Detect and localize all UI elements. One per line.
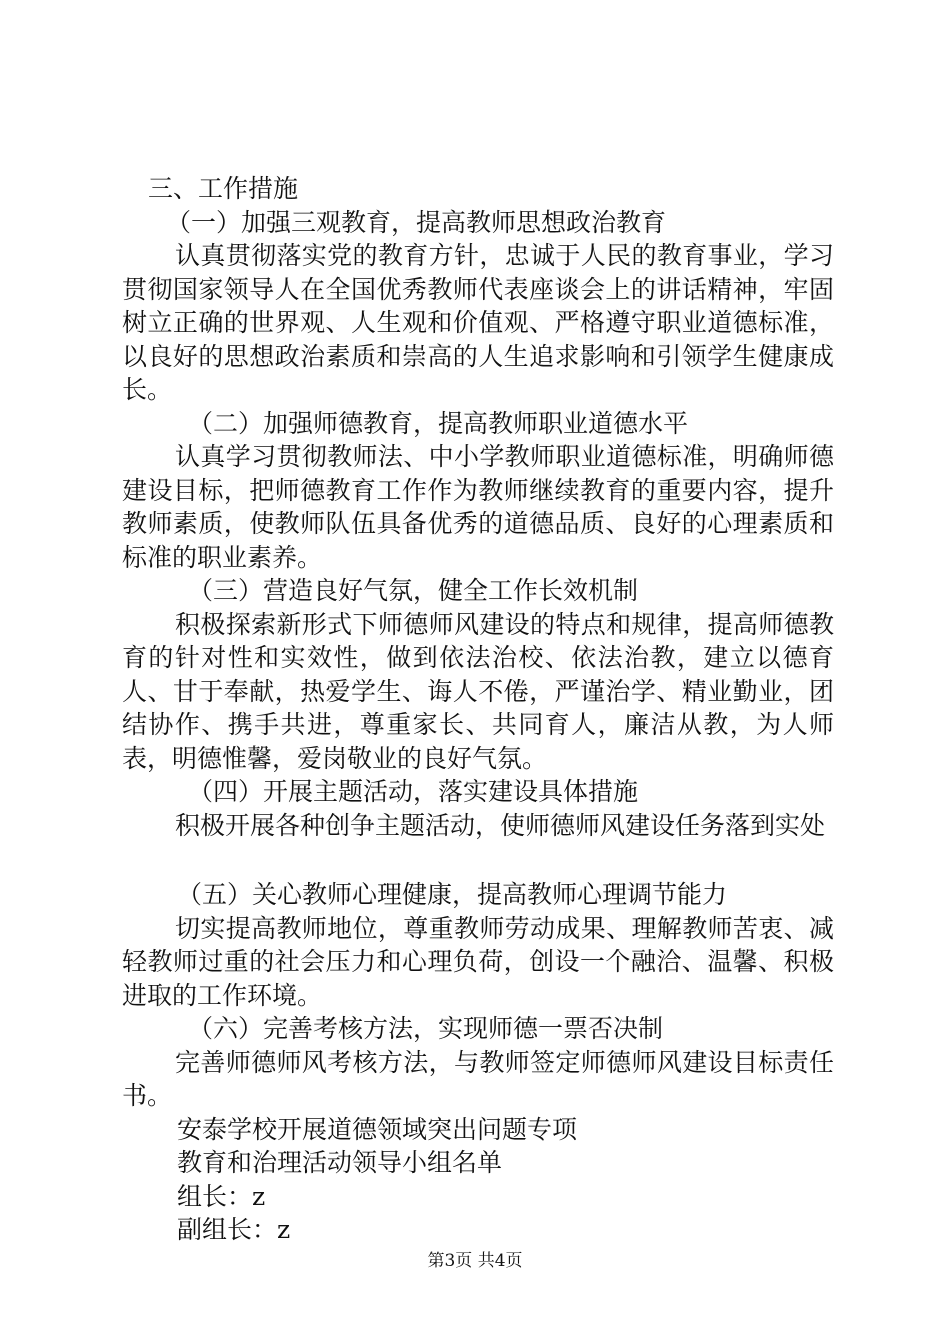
- item-5-paragraph: 切实提高教师地位，尊重教师劳动成果、理解教师苦衷、减轻教师过重的社会压力和心理负荷，创设一个融洽、温馨、积极进取的工作环境。: [122, 913, 834, 1010]
- document-body: [122, 172, 834, 1247]
- leader-line: 组长：z: [177, 1181, 266, 1211]
- item-1-heading: （一）加强三观教育，提高教师思想政治教育: [166, 207, 667, 237]
- item-3-heading: （三）营造良好气氛，健全工作长效机制: [188, 576, 639, 605]
- item-2-heading: （二）加强师德教育，提高教师职业道德水平: [188, 408, 689, 438]
- item-1-paragraph: 认真贯彻落实党的教育方针，忠诚于人民的教育事业，学习贯彻国家领导人在全国优秀教师代表座谈会上的讲话精神，牢固树立正确的世界观、人生观和价值观、严格遵守职业道德标准，以良好的思想政治素质和崇高的人生追求影响和引领学生健康成长。: [122, 241, 834, 404]
- item-4-heading: （四）开展主题活动，落实建设具体措施: [188, 777, 639, 806]
- page-footer: 第3页 共4页: [427, 1251, 523, 1271]
- item-4-paragraph: 积极开展各种创争主题活动，使师德师风建设任务落到实处: [175, 810, 826, 840]
- group-title-line-1: 安泰学校开展道德领域突出问题专项: [177, 1114, 578, 1144]
- item-5-heading: （五）关心教师心理健康，提高教师心理调节能力: [177, 880, 728, 909]
- deputy-leader-line: 副组长：z: [177, 1215, 291, 1244]
- item-2-paragraph: 认真学习贯彻教师法、中小学教师职业道德标准，明确师德建设目标，把师德教育工作作为教师继续教育的重要内容，提升教师素质，使教师队伍具备优秀的道德品质、良好的心理素质和标准的职业素养。: [122, 442, 834, 572]
- item-6-paragraph: 完善师德师风考核方法，与教师签定师德师风建设目标责任书。: [122, 1047, 834, 1110]
- item-6-heading: （六）完善考核方法，实现师德一票否决制: [188, 1014, 664, 1043]
- section-heading: 三、工作措施: [148, 174, 299, 203]
- blank-gap: [122, 842, 834, 878]
- item-3-paragraph: 积极探索新形式下师德师风建设的特点和规律，提高师德教育的针对性和实效性，做到依法治校、依法治教，建立以德育人、甘于奉献，热爱学生、诲人不倦，严谨治学、精业勤业，团结协作、携手共进，尊重家长、共同育人，廉洁从教，为人师表，明德惟馨，爱岗敬业的良好气氛。: [122, 609, 834, 773]
- group-title-line-2: 教育和治理活动领导小组名单: [177, 1148, 503, 1177]
